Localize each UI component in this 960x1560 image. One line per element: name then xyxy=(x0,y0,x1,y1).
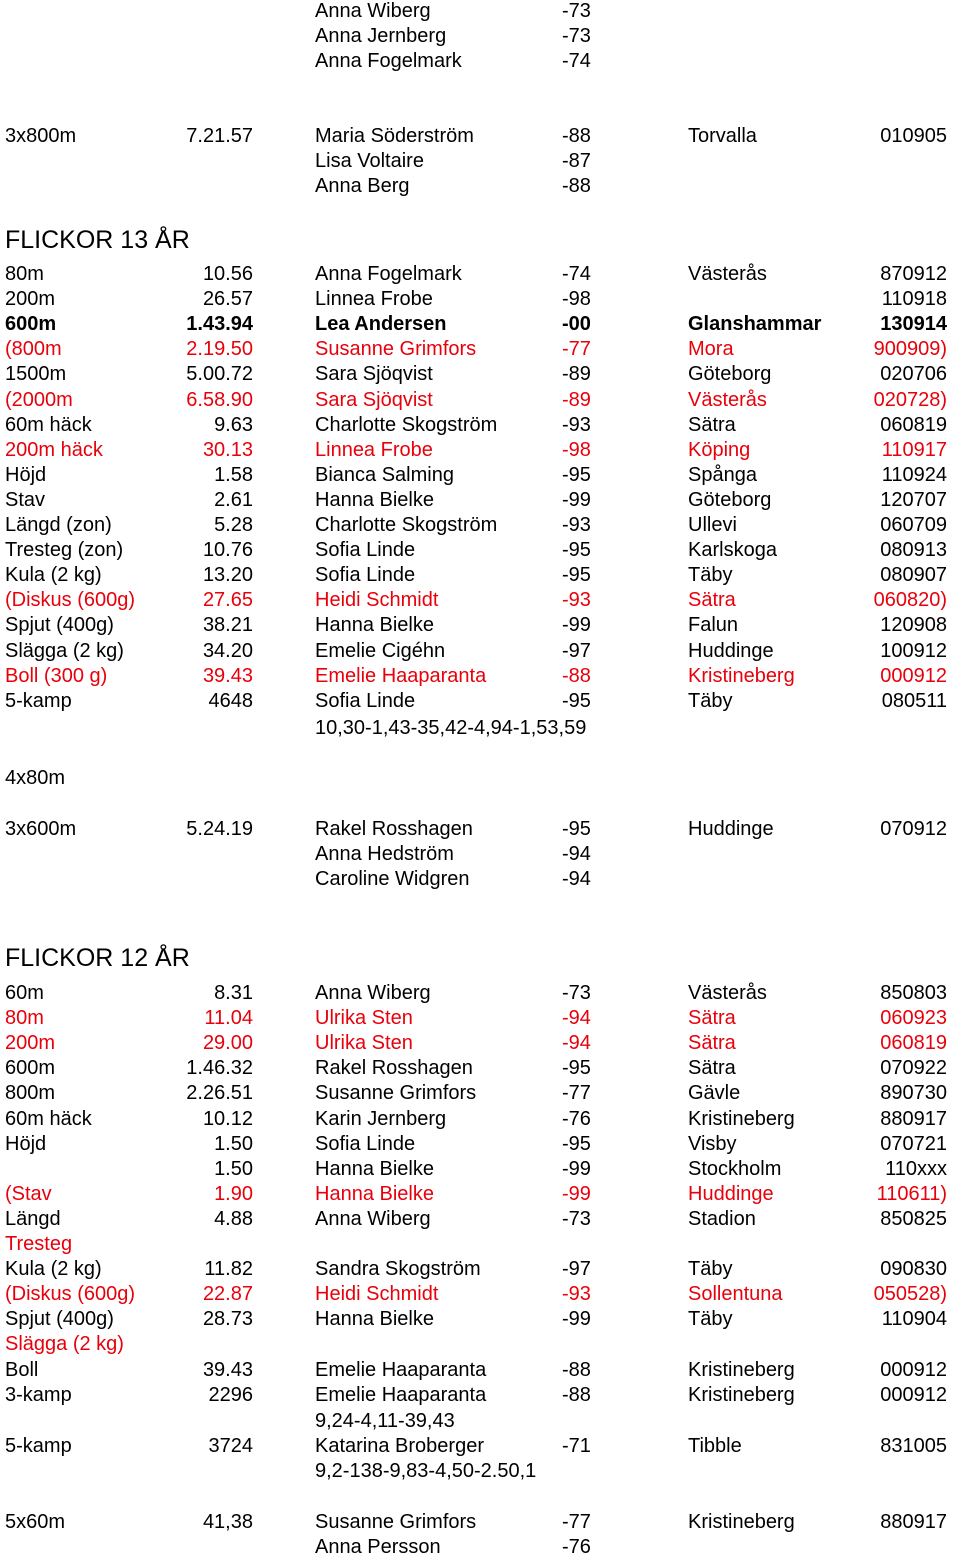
venue: Täby xyxy=(688,689,733,712)
result: 4648 xyxy=(208,689,253,712)
record-row xyxy=(0,1307,960,1332)
athlete-name: Lea Andersen xyxy=(315,313,447,336)
venue: Västerås xyxy=(688,982,767,1004)
venue: Sollentuna xyxy=(688,1283,783,1306)
birth-year: -76 xyxy=(562,1107,591,1130)
birth-year: -73 xyxy=(562,0,591,22)
birth-year: -93 xyxy=(562,413,591,436)
date: 880917 xyxy=(880,1511,947,1533)
result: 10.76 xyxy=(202,539,253,562)
result: 41,38 xyxy=(202,1511,253,1533)
venue: Ullevi xyxy=(688,514,737,536)
date: 020728) xyxy=(873,388,947,411)
record-row xyxy=(0,1081,960,1106)
date: 850825 xyxy=(880,1207,947,1230)
venue: Täby xyxy=(688,564,733,587)
result: 2.19.50 xyxy=(186,338,253,361)
venue: Sätra xyxy=(688,413,736,436)
relay-member-row xyxy=(0,1535,960,1560)
result: 2.26.51 xyxy=(186,1082,253,1105)
date: 110918 xyxy=(881,288,947,311)
record-row xyxy=(0,413,960,438)
result: 39.43 xyxy=(202,1358,253,1381)
venue: Glanshammar xyxy=(688,313,822,336)
result: 10.12 xyxy=(202,1107,253,1130)
venue: Stadion xyxy=(688,1207,756,1230)
event-name: 60m xyxy=(5,982,44,1004)
record-row xyxy=(0,388,960,413)
event-name: 80m xyxy=(5,263,44,285)
pentathlon-detail: 10,30-1,43-35,42-4,94-1,53,59 xyxy=(315,717,587,739)
athlete-name: Susanne Grimfors xyxy=(315,338,477,361)
birth-year: -77 xyxy=(562,1082,591,1105)
pentathlon-detail: 9,2-138-9,83-4,50-2.50,1 xyxy=(315,1460,537,1482)
venue: Sätra xyxy=(688,1007,736,1030)
athlete-name: Sofia Linde xyxy=(315,564,416,587)
athlete-name: Anna Wiberg xyxy=(315,0,431,22)
athlete-name: Emelie Haaparanta xyxy=(315,1383,487,1406)
venue: Västerås xyxy=(688,263,767,285)
record-row xyxy=(0,463,960,488)
athlete-name: Sandra Skogström xyxy=(315,1258,481,1281)
result: 5.24.19 xyxy=(186,818,253,840)
record-row xyxy=(0,613,960,638)
date: 010905 xyxy=(880,125,947,147)
triathlon-detail: 9,24-4,11-39,43 xyxy=(315,1410,455,1432)
date: 070922 xyxy=(880,1057,947,1080)
athlete-name: Anna Fogelmark xyxy=(315,263,462,285)
athlete-name: Emelie Haaparanta xyxy=(315,664,487,687)
venue: Sätra xyxy=(688,1032,736,1055)
athlete-name: Hanna Bielke xyxy=(315,614,434,637)
athlete-name: Lisa Voltaire xyxy=(315,150,424,172)
venue: Göteborg xyxy=(688,488,772,511)
venue: Spånga xyxy=(688,463,757,486)
record-row xyxy=(0,588,960,613)
event-name: (Stav xyxy=(5,1182,52,1205)
event-name: 3x600m xyxy=(5,818,77,840)
venue: Torvalla xyxy=(688,125,757,147)
result: 1.90 xyxy=(214,1182,253,1205)
result: 1.50 xyxy=(214,1157,253,1180)
event-name: 200m xyxy=(5,288,56,311)
athlete-name: Katarina Broberger xyxy=(315,1435,484,1457)
birth-year: -99 xyxy=(562,1308,591,1331)
result: 39.43 xyxy=(202,664,253,687)
record-row xyxy=(0,1358,960,1383)
relay-member-row xyxy=(0,842,960,867)
date: 110611) xyxy=(876,1182,947,1205)
birth-year: -99 xyxy=(562,1182,591,1205)
event-name: 80m xyxy=(5,1007,44,1030)
result: 8.31 xyxy=(214,982,253,1004)
birth-year: -95 xyxy=(562,689,591,712)
event-name: 600m xyxy=(5,313,57,336)
venue: Täby xyxy=(688,1308,733,1331)
birth-year: -89 xyxy=(562,363,591,386)
event-name: Slägga (2 kg) xyxy=(5,639,124,662)
birth-year: -97 xyxy=(562,1258,591,1281)
athlete-name: Sofia Linde xyxy=(315,539,416,562)
athlete-name: Karin Jernberg xyxy=(315,1107,447,1130)
athlete-name: Linnea Frobe xyxy=(315,438,433,461)
record-row xyxy=(0,1332,960,1357)
date: 870912 xyxy=(880,263,947,285)
record-row-5-kamp xyxy=(0,1434,960,1459)
result: 7.21.57 xyxy=(186,125,253,147)
athlete-name: Heidi Schmidt xyxy=(315,1283,439,1306)
result: 30.13 xyxy=(202,438,253,461)
event-name: 800m xyxy=(5,1082,56,1105)
event-name: Tresteg xyxy=(5,1233,73,1255)
athlete-name: Emelie Haaparanta xyxy=(315,1358,487,1381)
event-name: 3-kamp xyxy=(5,1383,72,1406)
event-name: Höjd xyxy=(5,463,47,486)
record-row xyxy=(0,639,960,664)
record-row xyxy=(0,438,960,463)
event-name: 1500m xyxy=(5,363,67,386)
birth-year: -76 xyxy=(562,1536,591,1558)
date: 060820) xyxy=(873,589,947,612)
venue: Huddinge xyxy=(688,639,774,662)
venue: Kristineberg xyxy=(688,1107,795,1130)
result: 11.82 xyxy=(204,1258,253,1281)
event-name: Höjd xyxy=(5,1132,47,1155)
venue: Västerås xyxy=(688,388,767,411)
athlete-name: Anna Persson xyxy=(315,1536,441,1558)
athlete-name: Anna Berg xyxy=(315,175,410,197)
event-name: (800m xyxy=(5,338,62,361)
birth-year: -94 xyxy=(562,868,591,890)
birth-year: -00 xyxy=(562,313,591,336)
birth-year: -74 xyxy=(562,50,591,72)
date: 060819 xyxy=(880,413,947,436)
athlete-name: Rakel Rosshagen xyxy=(315,1057,473,1080)
date: 000912 xyxy=(880,1383,947,1406)
athlete-name: Rakel Rosshagen xyxy=(315,818,473,840)
birth-year: -88 xyxy=(562,175,591,197)
birth-year: -95 xyxy=(562,1132,591,1155)
record-row-3x600m xyxy=(0,817,960,842)
venue: Tibble xyxy=(688,1435,742,1457)
result: 5.00.72 xyxy=(186,363,253,386)
result: 3724 xyxy=(208,1435,253,1457)
venue: Mora xyxy=(688,338,734,361)
relay-member-row xyxy=(0,49,960,74)
date: 060923 xyxy=(880,1007,947,1030)
result: 28.73 xyxy=(202,1308,253,1331)
birth-year: -98 xyxy=(562,288,591,311)
result: 2.61 xyxy=(214,488,253,511)
record-row xyxy=(0,1182,960,1207)
athlete-name: Anna Hedström xyxy=(315,843,454,865)
birth-year: -73 xyxy=(562,982,591,1004)
athlete-name: Bianca Salming xyxy=(315,463,454,486)
record-row xyxy=(0,1232,960,1257)
athlete-name: Susanne Grimfors xyxy=(315,1511,477,1533)
record-row xyxy=(0,689,960,714)
date: 020706 xyxy=(880,363,947,386)
birth-year: -99 xyxy=(562,1157,591,1180)
birth-year: -88 xyxy=(562,125,591,147)
result: 2296 xyxy=(208,1383,253,1406)
birth-year: -95 xyxy=(562,1057,591,1080)
event-name: Kula (2 kg) xyxy=(5,564,102,587)
record-row xyxy=(0,538,960,563)
result: 10.56 xyxy=(202,263,253,285)
venue: Göteborg xyxy=(688,363,772,386)
result: 5.28 xyxy=(214,514,253,536)
event-name: 5-kamp xyxy=(5,1435,72,1457)
relay-member-row xyxy=(0,867,960,892)
athlete-name: Linnea Frobe xyxy=(315,288,433,311)
result: 6.58.90 xyxy=(186,388,253,411)
event-name: 200m xyxy=(5,1032,56,1055)
venue: Kristineberg xyxy=(688,1383,795,1406)
birth-year: -94 xyxy=(562,1007,591,1030)
record-row xyxy=(0,1257,960,1282)
athlete-name: Hanna Bielke xyxy=(315,1308,434,1331)
athlete-name: Anna Wiberg xyxy=(315,1207,431,1230)
venue: Karlskoga xyxy=(688,539,777,562)
date: 090830 xyxy=(880,1258,947,1281)
date: 080907 xyxy=(880,564,947,587)
date: 880917 xyxy=(880,1107,947,1130)
record-row xyxy=(0,1056,960,1081)
result: 34.20 xyxy=(202,639,253,662)
birth-year: -95 xyxy=(562,539,591,562)
result: 1.46.32 xyxy=(186,1057,253,1080)
athlete-name: Caroline Widgren xyxy=(315,868,470,890)
relay-member-row xyxy=(0,0,960,24)
athlete-name: Charlotte Skogström xyxy=(315,413,498,436)
date: 110904 xyxy=(881,1308,947,1331)
athlete-name: Heidi Schmidt xyxy=(315,589,439,612)
venue: Sätra xyxy=(688,1057,736,1080)
venue: Köping xyxy=(688,438,751,461)
event-name: 5x60m xyxy=(5,1511,66,1533)
event-name: Boll (300 g) xyxy=(5,664,108,687)
event-name: Längd (zon) xyxy=(5,514,112,536)
event-name: (Diskus (600g) xyxy=(5,1283,136,1306)
record-row xyxy=(0,1157,960,1182)
athlete-name: Emelie Cigéhn xyxy=(315,639,446,662)
record-row xyxy=(0,312,960,337)
venue: Kristineberg xyxy=(688,664,795,687)
event-name: 5-kamp xyxy=(5,689,72,712)
birth-year: -95 xyxy=(562,564,591,587)
date: 100912 xyxy=(880,639,947,662)
date: 890730 xyxy=(880,1082,947,1105)
venue: Kristineberg xyxy=(688,1511,795,1533)
date: 050528) xyxy=(873,1283,947,1306)
result: 1.58 xyxy=(214,463,253,486)
athlete-name: Sofia Linde xyxy=(315,689,416,712)
venue: Gävle xyxy=(688,1082,741,1105)
record-row xyxy=(0,1207,960,1232)
record-row xyxy=(0,262,960,287)
result: 1.50 xyxy=(214,1132,253,1155)
event-name: Kula (2 kg) xyxy=(5,1258,102,1281)
event-name: Slägga (2 kg) xyxy=(5,1333,124,1356)
event-name: Spjut (400g) xyxy=(5,614,114,637)
athlete-name: Hanna Bielke xyxy=(315,488,434,511)
venue: Täby xyxy=(688,1258,733,1281)
date: 060709 xyxy=(880,514,947,536)
event-name: 600m xyxy=(5,1057,56,1080)
result: 13.20 xyxy=(202,564,253,587)
birth-year: -71 xyxy=(562,1435,591,1457)
event-name: 60m häck xyxy=(5,1107,92,1130)
event-name: Stav xyxy=(5,488,46,511)
result: 29.00 xyxy=(202,1032,253,1055)
venue: Huddinge xyxy=(688,818,774,840)
birth-year: -88 xyxy=(562,1358,591,1381)
date: 120908 xyxy=(880,614,947,637)
athlete-name: Charlotte Skogström xyxy=(315,514,498,536)
event-name: Spjut (400g) xyxy=(5,1308,114,1331)
date: 070721 xyxy=(880,1132,947,1155)
record-row xyxy=(0,362,960,387)
birth-year: -74 xyxy=(562,263,591,285)
record-row xyxy=(0,664,960,689)
date: 000912 xyxy=(880,1358,947,1381)
birth-year: -73 xyxy=(562,1207,591,1230)
athlete-name: Anna Wiberg xyxy=(315,982,431,1004)
relay-member-row xyxy=(0,149,960,174)
event-name: 200m häck xyxy=(5,438,103,461)
birth-year: -93 xyxy=(562,514,591,536)
date: 080511 xyxy=(881,689,947,712)
record-row xyxy=(0,1107,960,1132)
venue: Huddinge xyxy=(688,1182,774,1205)
record-row-3x800m xyxy=(0,124,960,149)
record-row xyxy=(0,488,960,513)
record-row xyxy=(0,1383,960,1408)
birth-year: -87 xyxy=(562,150,591,172)
result: 27.65 xyxy=(202,589,253,612)
result: 4.88 xyxy=(214,1207,253,1230)
birth-year: -99 xyxy=(562,488,591,511)
event-name: Tresteg (zon) xyxy=(5,539,124,562)
date: 130914 xyxy=(880,313,947,336)
birth-year: -94 xyxy=(562,843,591,865)
birth-year: -73 xyxy=(562,25,591,47)
record-row xyxy=(0,337,960,362)
athlete-name: Hanna Bielke xyxy=(315,1157,434,1180)
event-name: 60m häck xyxy=(5,413,92,436)
event-name: 3x800m xyxy=(5,125,77,147)
athlete-name: Ulrika Sten xyxy=(315,1032,413,1055)
record-row-5x60m xyxy=(0,1510,960,1535)
section-heading-13: FLICKOR 13 ÅR xyxy=(5,226,190,254)
birth-year: -93 xyxy=(562,589,591,612)
date: 070912 xyxy=(880,818,947,840)
athlete-name: Anna Jernberg xyxy=(315,25,447,47)
date: 120707 xyxy=(880,488,947,511)
athlete-name: Sara Sjöqvist xyxy=(315,388,433,411)
athlete-name: Hanna Bielke xyxy=(315,1182,434,1205)
birth-year: -88 xyxy=(562,664,591,687)
date: 850803 xyxy=(880,982,947,1004)
venue: Kristineberg xyxy=(688,1358,795,1381)
section-heading-12: FLICKOR 12 ÅR xyxy=(5,944,190,972)
date: 110917 xyxy=(881,438,947,461)
birth-year: -89 xyxy=(562,388,591,411)
event-name: Längd xyxy=(5,1207,61,1230)
athlete-name: Sofia Linde xyxy=(315,1132,416,1155)
result: 1.43.94 xyxy=(186,313,253,336)
athlete-name: Ulrika Sten xyxy=(315,1007,413,1030)
record-row xyxy=(0,1132,960,1157)
birth-year: -93 xyxy=(562,1283,591,1306)
date: 000912 xyxy=(880,664,947,687)
record-row xyxy=(0,1031,960,1056)
birth-year: -97 xyxy=(562,639,591,662)
relay-member-row xyxy=(0,24,960,49)
date: 831005 xyxy=(880,1435,947,1457)
result: 38.21 xyxy=(202,614,253,637)
result: 11.04 xyxy=(204,1007,253,1030)
birth-year: -77 xyxy=(562,338,591,361)
record-row xyxy=(0,981,960,1006)
date: 080913 xyxy=(880,539,947,562)
birth-year: -88 xyxy=(562,1383,591,1406)
birth-year: -95 xyxy=(562,463,591,486)
result: 26.57 xyxy=(202,288,253,311)
athlete-name: Sara Sjöqvist xyxy=(315,363,433,386)
record-row xyxy=(0,1282,960,1307)
event-name: (2000m xyxy=(5,388,73,411)
venue: Stockholm xyxy=(688,1157,782,1180)
athlete-name: Maria Söderström xyxy=(315,125,474,147)
result: 22.87 xyxy=(202,1283,253,1306)
athlete-name: Anna Fogelmark xyxy=(315,50,462,72)
birth-year: -94 xyxy=(562,1032,591,1055)
venue: Sätra xyxy=(688,589,736,612)
birth-year: -77 xyxy=(562,1511,591,1533)
date: 110924 xyxy=(881,463,947,486)
record-row xyxy=(0,287,960,312)
date: 110xxx xyxy=(885,1157,947,1180)
athlete-name: Susanne Grimfors xyxy=(315,1082,477,1105)
relay-4x80-label: 4x80m xyxy=(5,767,66,789)
venue: Falun xyxy=(688,614,739,637)
record-row xyxy=(0,513,960,538)
record-row xyxy=(0,563,960,588)
event-name: Boll xyxy=(5,1358,39,1381)
birth-year: -98 xyxy=(562,438,591,461)
event-name: (Diskus (600g) xyxy=(5,589,136,612)
result: 9.63 xyxy=(214,413,253,436)
date: 060819 xyxy=(880,1032,947,1055)
birth-year: -99 xyxy=(562,614,591,637)
record-row xyxy=(0,1006,960,1031)
venue: Visby xyxy=(688,1132,737,1155)
date: 900909) xyxy=(873,338,947,361)
relay-member-row xyxy=(0,174,960,199)
birth-year: -95 xyxy=(562,818,591,840)
